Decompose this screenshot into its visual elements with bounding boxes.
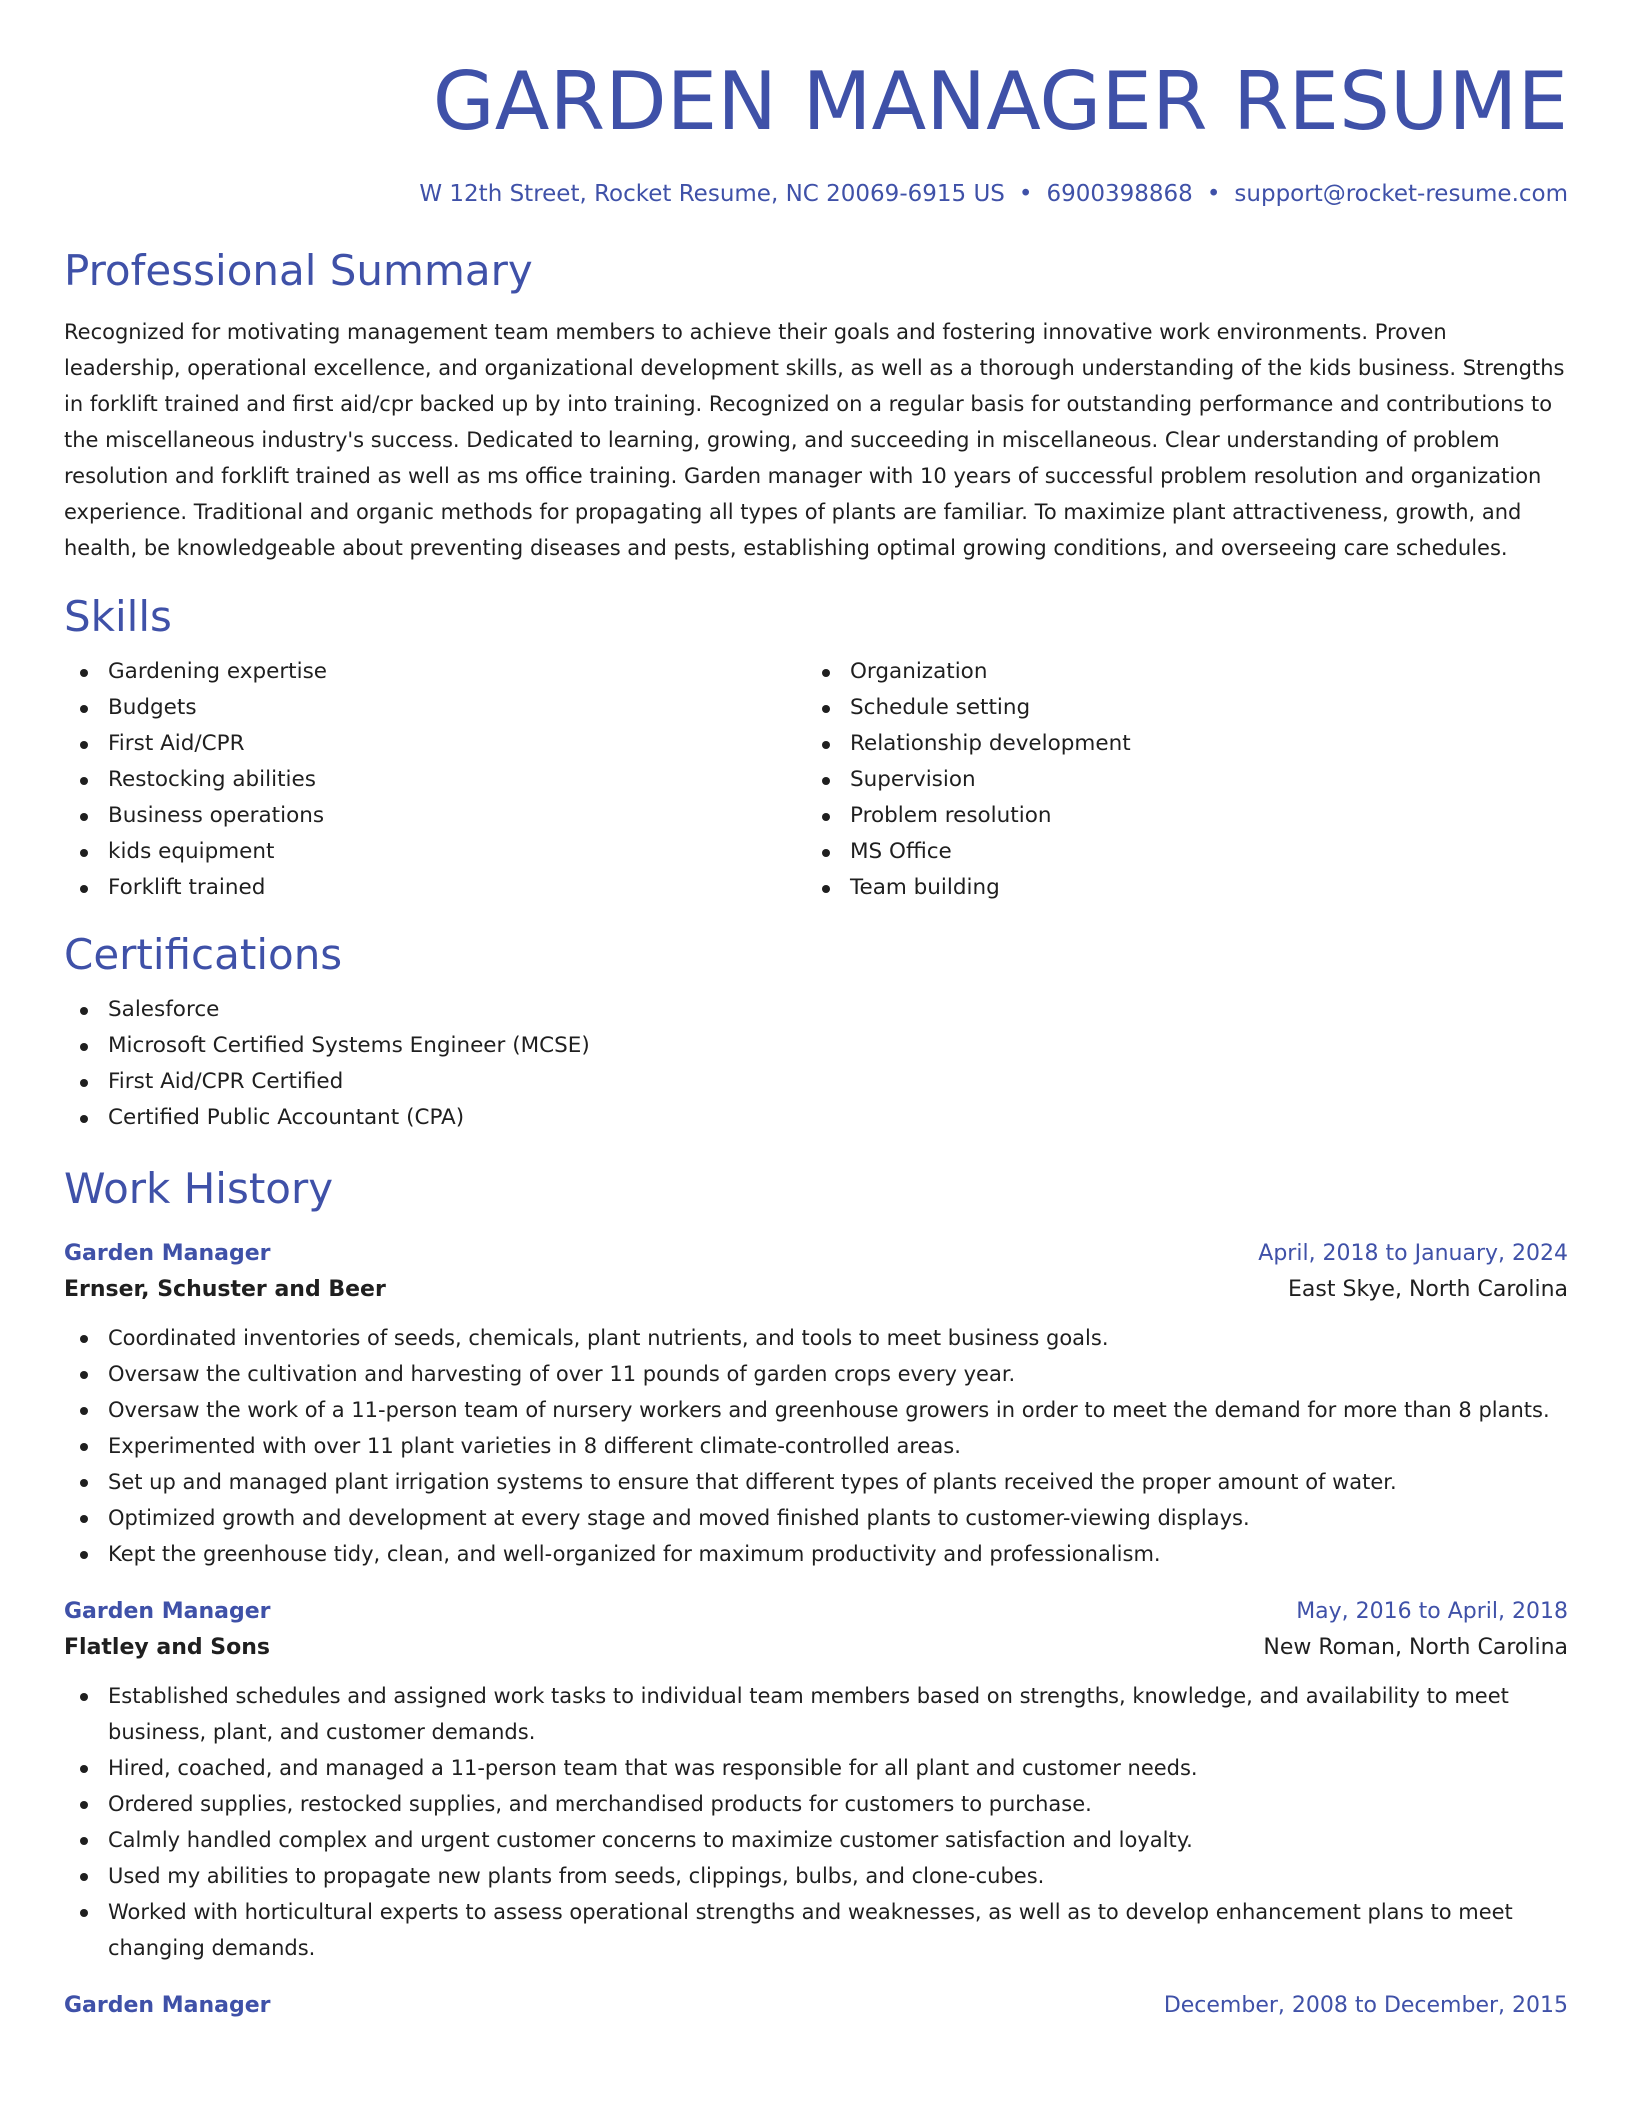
job-bullet: Set up and managed plant irrigation systems to ensure that different types of plants received the proper amount of water. xyxy=(64,1464,1568,1500)
job-bullet: Optimized growth and development at every stage and moved finished plants to customer-viewing displays. xyxy=(64,1500,1568,1536)
job-dates: May, 2016 to April, 2018 xyxy=(1296,1599,1568,1624)
job-header-row xyxy=(64,1238,1568,1270)
job-title: Garden Manager xyxy=(64,1993,271,2018)
certification-item: Salesforce xyxy=(64,992,1568,1028)
contact-email: support@rocket-resume.com xyxy=(1234,181,1568,207)
summary-heading: Professional Summary xyxy=(64,246,533,295)
job-company: Flatley and Sons xyxy=(64,1635,271,1660)
job-bullet: Oversaw the cultivation and harvesting of over 11 pounds of garden crops every year. xyxy=(64,1356,1568,1392)
job-bullet: Oversaw the work of a 11-person team of nursery workers and greenhouse growers in order to meet the demand for more than 8 plants. xyxy=(64,1392,1568,1428)
contact-address: W 12th Street, Rocket Resume, NC 20069-6915 US xyxy=(419,181,1005,207)
resume-page xyxy=(64,0,1568,2022)
certifications-list xyxy=(64,992,1568,1136)
skill-item: First Aid/CPR xyxy=(64,726,806,762)
skill-item: Organization xyxy=(806,654,1548,690)
skills-grid xyxy=(64,654,1568,906)
job-location: New Roman, North Carolina xyxy=(1263,1635,1568,1660)
certifications-heading: Certifications xyxy=(64,930,343,979)
job-header-row xyxy=(64,1990,1568,2022)
skill-item: MS Office xyxy=(806,834,1548,870)
job-bullet: Worked with horticultural experts to assess operational strengths and weaknesses, as well as to develop enhancement plans to meet changing demands. xyxy=(64,1894,1568,1966)
job-bullets xyxy=(64,1678,1568,1966)
job-company: Ernser, Schuster and Beer xyxy=(64,1277,386,1302)
skill-item: Budgets xyxy=(64,690,806,726)
job-location: East Skye, North Carolina xyxy=(1288,1277,1568,1302)
certification-item: Certified Public Accountant (CPA) xyxy=(64,1100,1568,1136)
job-company-row xyxy=(64,1628,1568,1668)
skills-heading: Skills xyxy=(64,592,172,641)
skill-item: Team building xyxy=(806,870,1548,906)
skill-item: Forklift trained xyxy=(64,870,806,906)
certification-item: Microsoft Certified Systems Engineer (MCSE) xyxy=(64,1028,1568,1064)
summary-text: Recognized for motivating management team members to achieve their goals and fostering innovative work environments. Proven leadership, operational excellence, and organizational development skills, as well as a thorough understanding of the kids business. Strengths in forklift trained and first aid/cpr backed up by into training. Recognized on a regular basis for outstanding performance and contributions to the miscellaneous industry's success. Dedicated to learning, growing, and succeeding in miscellaneous. Clear understanding of problem resolution and forklift trained as well as ms office training. Garden manager with 10 years of successful problem resolution and organization experience. Traditional and organic methods for propagating all types of plants are familiar. To maximize plant attractiveness, growth, and health, be knowledgeable about preventing diseases and pests, establishing optimal growing conditions, and overseeing care schedules. xyxy=(64,320,1565,560)
job-bullet: Experimented with over 11 plant varieties in 8 different climate-controlled areas. xyxy=(64,1428,1568,1464)
skill-item: Relationship development xyxy=(806,726,1548,762)
certification-item: First Aid/CPR Certified xyxy=(64,1064,1568,1100)
job-bullet: Hired, coached, and managed a 11-person team that was responsible for all plant and customer needs. xyxy=(64,1750,1568,1786)
work-history-heading: Work History xyxy=(64,1164,334,1213)
skill-item: Schedule setting xyxy=(806,690,1548,726)
job-entry xyxy=(64,1990,1568,2022)
skill-item: Restocking abilities xyxy=(64,762,806,798)
skill-item: Business operations xyxy=(64,798,806,834)
job-company-row xyxy=(64,1270,1568,1310)
skill-item: Problem resolution xyxy=(806,798,1548,834)
contact-phone: 6900398868 xyxy=(1046,181,1193,207)
skills-list-left xyxy=(64,654,806,906)
resume-title: GARDEN MANAGER RESUME xyxy=(432,55,1568,148)
contact-separator: • xyxy=(1018,181,1033,207)
job-title: Garden Manager xyxy=(64,1241,271,1266)
skill-item: kids equipment xyxy=(64,834,806,870)
skills-list-right xyxy=(806,654,1548,906)
skill-item: Gardening expertise xyxy=(64,654,806,690)
job-entry xyxy=(64,1596,1568,1966)
job-header-row xyxy=(64,1596,1568,1628)
job-bullet: Ordered supplies, restocked supplies, and merchandised products for customers to purchase. xyxy=(64,1786,1568,1822)
job-entry xyxy=(64,1238,1568,1572)
job-dates: April, 2018 to January, 2024 xyxy=(1258,1241,1568,1266)
contact-separator: • xyxy=(1206,181,1221,207)
job-title: Garden Manager xyxy=(64,1599,271,1624)
job-bullet: Used my abilities to propagate new plants from seeds, clippings, bulbs, and clone-cubes. xyxy=(64,1858,1568,1894)
job-bullet: Coordinated inventories of seeds, chemicals, plant nutrients, and tools to meet business goals. xyxy=(64,1320,1568,1356)
job-dates: December, 2008 to December, 2015 xyxy=(1163,1993,1568,2018)
contact-line xyxy=(64,178,1568,210)
job-bullet: Calmly handled complex and urgent customer concerns to maximize customer satisfaction and loyalty. xyxy=(64,1822,1568,1858)
job-bullets xyxy=(64,1320,1568,1572)
job-bullet: Kept the greenhouse tidy, clean, and well-organized for maximum productivity and professionalism. xyxy=(64,1536,1568,1572)
skill-item: Supervision xyxy=(806,762,1548,798)
job-bullet: Established schedules and assigned work tasks to individual team members based on strengths, knowledge, and availability to meet business, plant, and customer demands. xyxy=(64,1678,1568,1750)
